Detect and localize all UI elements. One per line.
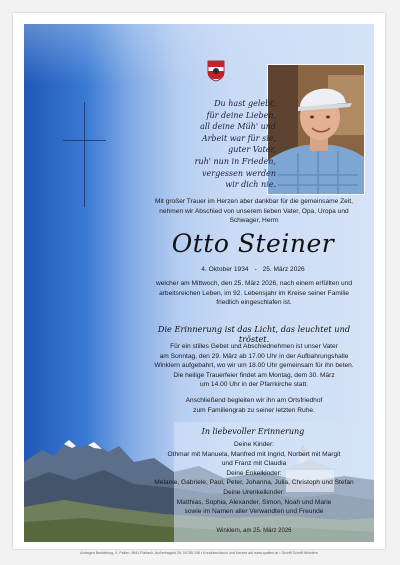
family-line: und Franz mit Claudia bbox=[221, 460, 287, 468]
service-line: am Sonntag, den 29. März ab 17.00 Uhr in der Aufbahrungshalle bbox=[159, 352, 349, 360]
poem-verse: Du hast gelebt, für deine Lieben, all deine Müh' und Arbeit war für sie, guter Vater, ruh' nun in Frieden, vergessen werden wir dich nie. bbox=[194, 99, 276, 190]
life-dates bbox=[153, 266, 353, 273]
birth-date: 4. Oktober 1934 bbox=[201, 266, 249, 273]
memory-title: In liebevoller Erinnerung bbox=[201, 427, 305, 436]
family-heading-children: Deine Kinder: bbox=[234, 441, 274, 448]
service-line: Die heilige Trauerfeier findet am Montag, dem 30. März bbox=[173, 371, 335, 379]
memorial-quote: Die Erinnerung ist das Licht, das leuchtet und tröstet. bbox=[157, 324, 351, 344]
cross-icon bbox=[84, 102, 85, 207]
portrait-photo bbox=[267, 64, 365, 195]
burial-line: Anschließend begleiten wir ihn am Ortsfriedhof bbox=[185, 397, 323, 404]
deceased-name: Otto Steiner bbox=[171, 229, 335, 258]
death-notice: welcher am Mittwoch, den 25. März 2026, nach einem erfüllten und arbeitsreichen Leben, im 92. Lebensjahr im Kreise seiner Familie friedlich eingeschlafen ist. bbox=[155, 280, 353, 307]
cross-icon-bar bbox=[63, 140, 106, 141]
service-line: Winklern aufgebahrt, wo wir um 18.00 Uhr gemeinsam für ihn beten. bbox=[154, 362, 354, 370]
service-line: um 14.00 Uhr in der Pfarrkirche statt. bbox=[199, 381, 309, 389]
date-separator: - bbox=[254, 266, 257, 273]
family-heading-great-grandchildren: Deine Urenkelkinder: bbox=[223, 488, 285, 496]
service-line: Für ein stilles Gebet und Abschiednehmen ist unser Vater bbox=[170, 343, 338, 350]
family-line: Othmar mit Manuela, Manfred mit Ingrid, Norbert mit Margit bbox=[167, 450, 341, 458]
obituary-sheet bbox=[13, 13, 385, 549]
death-date: 25. März 2026 bbox=[262, 266, 305, 273]
family-line: sowie im Namen aller Verwandten und Freunde bbox=[184, 508, 324, 516]
family-heading-grandchildren: Deine Enkelkinder: bbox=[226, 469, 282, 477]
portrait-image bbox=[268, 65, 364, 194]
family-line: Matthias, Sophia, Alexander, Simon, Noah und Marie bbox=[176, 498, 332, 506]
service-details bbox=[149, 342, 359, 390]
family-list bbox=[149, 440, 359, 517]
coat-of-arms-icon bbox=[207, 60, 225, 82]
burial-details bbox=[149, 396, 359, 415]
intro-text: Mit großer Trauer im Herzen aber dankbar für die gemeinsame Zeit, nehmen wir Abschied von unserem lieben Vater, Opa, Uropa und Schwager, Herrn bbox=[155, 198, 353, 225]
place-and-date: Winklern, am 25. März 2026 bbox=[216, 528, 292, 534]
burial-line: zum Familiengrab zu seiner letzten Ruhe. bbox=[193, 406, 315, 414]
publisher-footer: Anfragen Bestattung, X. Pallen, 9841 Flattach, Außerfragant 26, 04785 248 • Kondolenzbuch und Kerzen auf www.xpallen.at • Schrift Schrift Winklern bbox=[80, 551, 318, 555]
family-line: Melanie, Gabriele, Paul, Peter, Johanna, Julia, Christoph und Stefan bbox=[154, 479, 354, 487]
